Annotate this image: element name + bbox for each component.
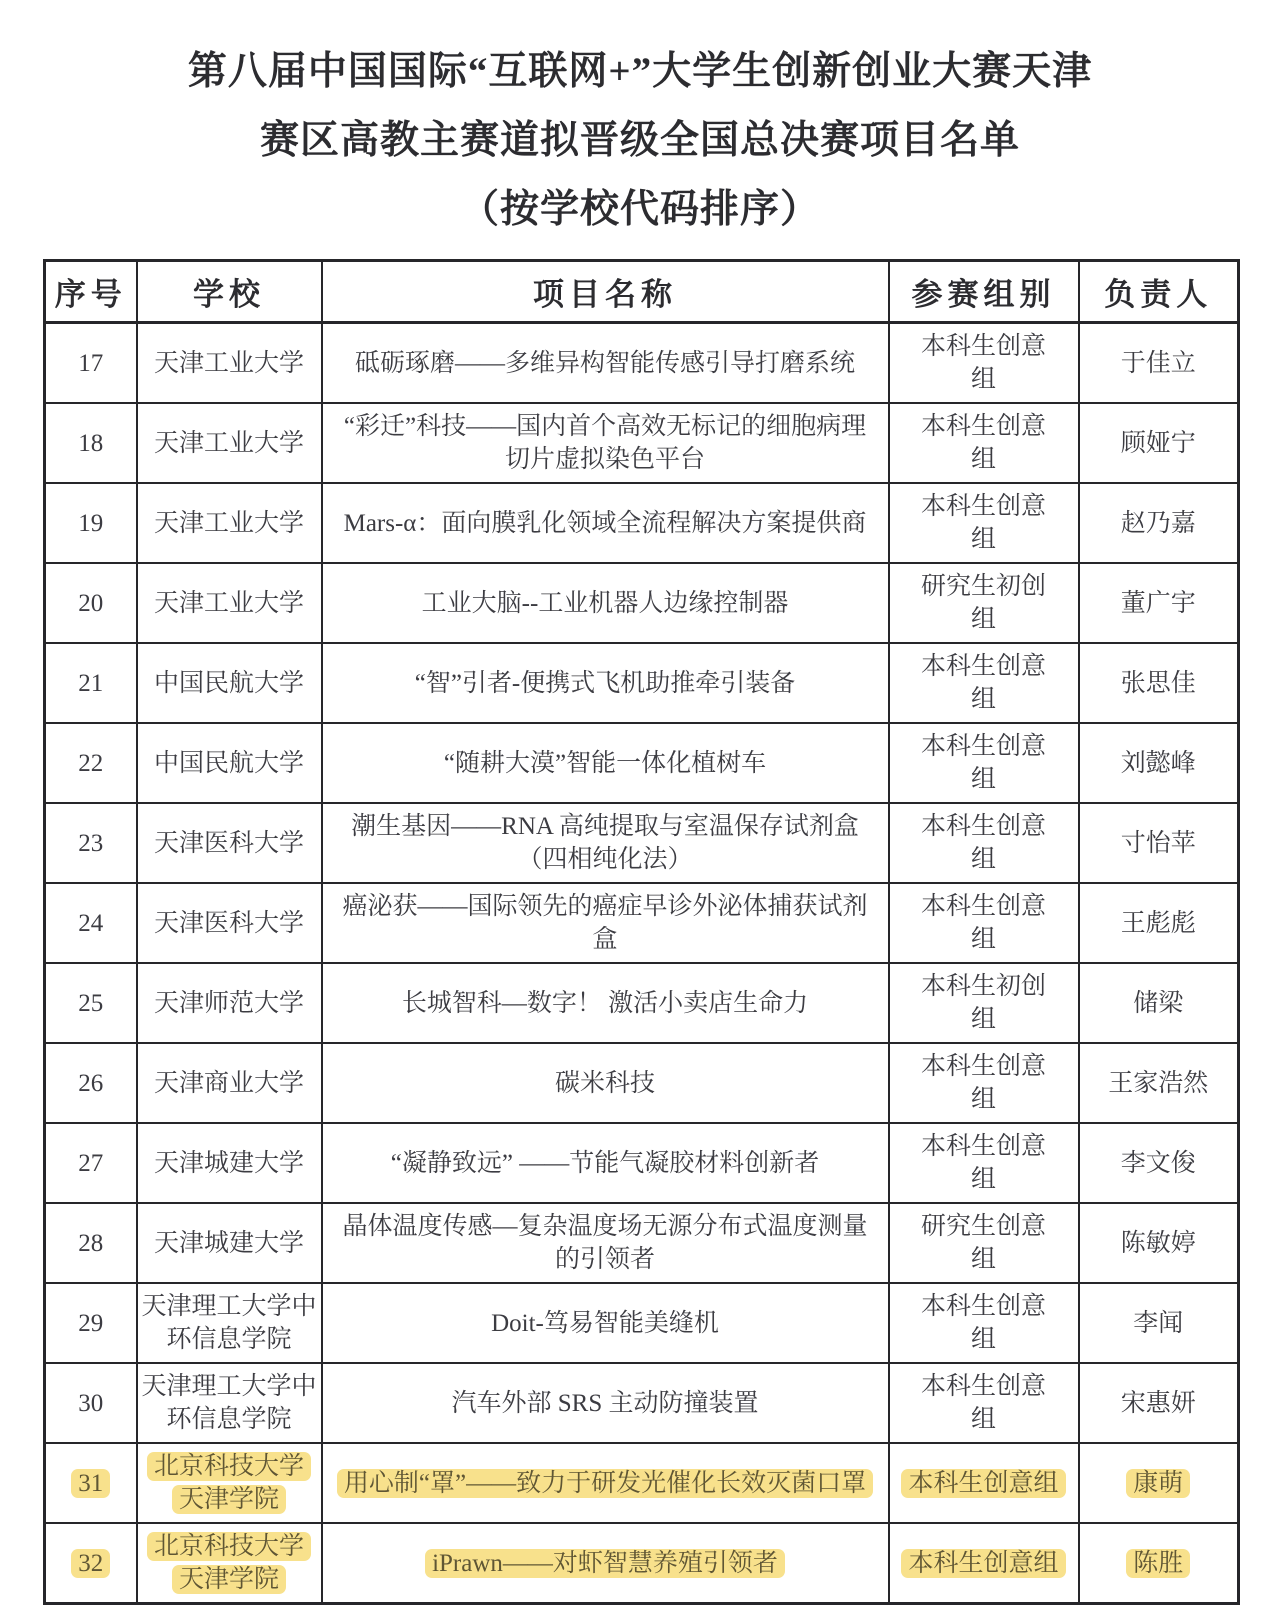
project-cell-text: Doit-笃易智能美缝机 [491, 1309, 719, 1337]
group-cell [889, 403, 1079, 483]
school-cell-text: 天津理工大学中环信息学院 [141, 1373, 317, 1433]
table-row [45, 1523, 1239, 1604]
leader-cell-text: 张思佳 [1120, 669, 1196, 697]
group-cell-text: 本科生创意组 [920, 413, 1046, 473]
school-cell-text: 天津师范大学 [153, 989, 304, 1017]
school-cell-text: 天津商业大学 [153, 1069, 304, 1097]
leader-cell [1079, 643, 1239, 723]
school-cell-text: 天津工业大学 [153, 349, 304, 377]
group-cell [889, 483, 1079, 563]
project-cell-text: 晶体温度传感—复杂温度场无源分布式温度测量的引领者 [342, 1213, 868, 1273]
row-number-cell-text: 26 [78, 1069, 104, 1097]
table-row [45, 1203, 1239, 1283]
group-cell [889, 1123, 1079, 1203]
school-cell [137, 1363, 322, 1443]
group-cell-text: 本科生初创组 [920, 973, 1046, 1033]
group-cell-text: 研究生初创组 [920, 573, 1046, 633]
title-line-3: （按学校代码排序） [459, 188, 820, 231]
group-cell-text: 本科生创意组 [920, 733, 1046, 793]
group-cell-text: 本科生创意组 [920, 813, 1046, 873]
school-cell [137, 483, 322, 563]
school-cell-text: 天津城建大学 [153, 1149, 304, 1177]
school-cell [137, 403, 322, 483]
row-number-cell-text: 28 [78, 1229, 104, 1257]
leader-cell-text: 宋惠妍 [1120, 1389, 1196, 1417]
project-cell [322, 1043, 889, 1123]
school-cell-text: 中国民航大学 [153, 669, 304, 697]
project-cell-text: “凝静致远” ——节能气凝胶材料创新者 [390, 1149, 820, 1177]
row-number-cell [45, 1363, 137, 1443]
row-number-cell-text: 20 [78, 589, 104, 617]
project-cell [322, 1123, 889, 1203]
header-no: 序号 [45, 261, 137, 323]
table-row [45, 403, 1239, 483]
project-cell [322, 1283, 889, 1363]
school-cell-text: 天津城建大学 [153, 1229, 304, 1257]
row-number-cell [45, 483, 137, 563]
row-number-cell-text: 22 [78, 749, 104, 777]
school-cell [137, 1123, 322, 1203]
school-cell [137, 1523, 322, 1604]
school-cell-text: 天津医科大学 [153, 909, 304, 937]
table-row [45, 1123, 1239, 1203]
project-cell [322, 323, 889, 404]
project-cell [322, 1523, 889, 1604]
document-title [0, 52, 1280, 229]
row-number-cell [45, 723, 137, 803]
school-cell [137, 323, 322, 404]
row-number-cell-text: 21 [78, 669, 104, 697]
leader-cell-text: 寸怡苹 [1120, 829, 1196, 857]
row-number-cell-text: 29 [78, 1309, 104, 1337]
row-number-cell [45, 403, 137, 483]
school-cell-text: 天津工业大学 [153, 509, 304, 537]
table-row [45, 563, 1239, 643]
table-row [45, 1443, 1239, 1523]
school-cell [137, 803, 322, 883]
project-cell-text: 癌泌获——国际领先的癌症早诊外泌体捕获试剂盒 [342, 893, 868, 953]
leader-cell-text: 刘懿峰 [1120, 749, 1196, 777]
project-cell [322, 1203, 889, 1283]
group-cell [889, 803, 1079, 883]
leader-cell [1079, 1283, 1239, 1363]
projects-table [43, 259, 1240, 1605]
leader-cell-text: 储梁 [1133, 989, 1184, 1017]
leader-cell [1079, 1523, 1239, 1604]
leader-cell [1079, 1203, 1239, 1283]
school-cell [137, 1283, 322, 1363]
header-leader: 负责人 [1079, 261, 1239, 323]
project-cell [322, 803, 889, 883]
row-number-cell-text: 19 [78, 509, 104, 537]
leader-cell-text: 董广宇 [1120, 589, 1196, 617]
table-row [45, 323, 1239, 404]
row-number-cell [45, 1203, 137, 1283]
project-cell-text: “智”引者-便携式飞机助推牵引装备 [414, 669, 796, 697]
row-number-cell-text: 17 [78, 349, 104, 377]
project-cell [322, 563, 889, 643]
school-cell [137, 1043, 322, 1123]
header-project: 项目名称 [322, 261, 889, 323]
table-row [45, 803, 1239, 883]
row-number-cell [45, 323, 137, 404]
group-cell [889, 1523, 1079, 1604]
table-row [45, 963, 1239, 1043]
row-number-cell [45, 1443, 137, 1523]
leader-cell-text: 康萌 [1126, 1469, 1190, 1498]
row-number-cell-text: 31 [71, 1469, 110, 1498]
group-cell-text: 本科生创意组 [920, 893, 1046, 953]
group-cell-text: 研究生创意组 [920, 1213, 1046, 1273]
group-cell-text: 本科生创意组 [920, 333, 1046, 393]
leader-cell [1079, 883, 1239, 963]
project-cell-text: Mars-α：面向膜乳化领域全流程解决方案提供商 [343, 509, 867, 537]
group-cell [889, 563, 1079, 643]
group-cell-text: 本科生创意组 [920, 1053, 1046, 1113]
row-number-cell-text: 30 [78, 1389, 104, 1417]
project-cell-text: 汽车外部 SRS 主动防撞装置 [451, 1389, 759, 1417]
table-row [45, 883, 1239, 963]
group-cell [889, 1443, 1079, 1523]
group-cell-text: 本科生创意组 [920, 653, 1046, 713]
leader-cell-text: 王彪彪 [1120, 909, 1196, 937]
leader-cell-text: 于佳立 [1120, 349, 1196, 377]
group-cell-text: 本科生创意组 [920, 1373, 1046, 1433]
table-row [45, 723, 1239, 803]
leader-cell [1079, 403, 1239, 483]
leader-cell [1079, 1443, 1239, 1523]
project-cell-text: 长城智科—数字！ 激活小卖店生命力 [401, 989, 809, 1017]
school-cell-text: 北京科技大学天津学院 [147, 1532, 311, 1594]
group-cell [889, 723, 1079, 803]
school-cell-text: 天津工业大学 [153, 589, 304, 617]
project-cell-text: iPrawn——对虾智慧养殖引领者 [425, 1549, 785, 1578]
group-cell-text: 本科生创意组 [901, 1469, 1065, 1498]
row-number-cell [45, 963, 137, 1043]
project-cell [322, 963, 889, 1043]
leader-cell-text: 顾娅宁 [1120, 429, 1196, 457]
table-row [45, 643, 1239, 723]
leader-cell [1079, 723, 1239, 803]
group-cell-text: 本科生创意组 [920, 1293, 1046, 1353]
project-cell-text: 工业大脑--工业机器人边缘控制器 [421, 589, 789, 617]
project-cell-text: 潮生基因——RNA 高纯提取与室温保存试剂盒（四相纯化法） [351, 813, 859, 873]
project-cell-text: 砥砺琢磨——多维异构智能传感引导打磨系统 [354, 349, 855, 377]
group-cell-text: 本科生创意组 [920, 1133, 1046, 1193]
school-cell-text: 天津医科大学 [153, 829, 304, 857]
project-cell [322, 643, 889, 723]
row-number-cell-text: 27 [78, 1149, 104, 1177]
row-number-cell-text: 18 [78, 429, 104, 457]
leader-cell [1079, 1043, 1239, 1123]
row-number-cell [45, 1523, 137, 1604]
group-cell-text: 本科生创意组 [901, 1549, 1065, 1578]
group-cell [889, 1283, 1079, 1363]
header-school: 学校 [137, 261, 322, 323]
header-row [45, 261, 1239, 323]
group-cell-text: 本科生创意组 [920, 493, 1046, 553]
table-row [45, 483, 1239, 563]
group-cell [889, 323, 1079, 404]
row-number-cell-text: 32 [71, 1549, 110, 1578]
leader-cell-text: 陈敏婷 [1120, 1229, 1196, 1257]
table-row [45, 1283, 1239, 1363]
school-cell-text: 天津工业大学 [153, 429, 304, 457]
school-cell [137, 643, 322, 723]
group-cell [889, 1363, 1079, 1443]
school-cell [137, 963, 322, 1043]
school-cell [137, 1203, 322, 1283]
leader-cell-text: 李文俊 [1120, 1149, 1196, 1177]
leader-cell [1079, 1123, 1239, 1203]
title-line-2: 赛区高教主赛道拟晋级全国总决赛项目名单 [259, 119, 1020, 162]
project-cell [322, 1363, 889, 1443]
project-cell [322, 723, 889, 803]
project-cell-text: 用心制“罩”——致力于研发光催化长效灭菌口罩 [337, 1469, 873, 1498]
leader-cell-text: 赵乃嘉 [1120, 509, 1196, 537]
group-cell [889, 963, 1079, 1043]
project-cell [322, 403, 889, 483]
school-cell-text: 北京科技大学天津学院 [147, 1452, 311, 1514]
row-number-cell [45, 883, 137, 963]
school-cell-text: 中国民航大学 [153, 749, 304, 777]
row-number-cell [45, 803, 137, 883]
project-cell [322, 883, 889, 963]
row-number-cell-text: 23 [78, 829, 104, 857]
title-line-1: 第八届中国国际“互联网+”大学生创新创业大赛天津 [187, 50, 1093, 93]
school-cell [137, 1443, 322, 1523]
table-row [45, 1363, 1239, 1443]
header-group: 参赛组别 [889, 261, 1079, 323]
leader-cell [1079, 963, 1239, 1043]
group-cell [889, 883, 1079, 963]
leader-cell [1079, 1363, 1239, 1443]
leader-cell [1079, 323, 1239, 404]
row-number-cell [45, 643, 137, 723]
school-cell-text: 天津理工大学中环信息学院 [141, 1293, 317, 1353]
school-cell [137, 563, 322, 643]
group-cell [889, 1203, 1079, 1283]
leader-cell-text: 陈胜 [1126, 1549, 1190, 1578]
group-cell [889, 1043, 1079, 1123]
row-number-cell [45, 1123, 137, 1203]
group-cell [889, 643, 1079, 723]
leader-cell [1079, 803, 1239, 883]
row-number-cell [45, 1043, 137, 1123]
row-number-cell [45, 1283, 137, 1363]
leader-cell [1079, 483, 1239, 563]
school-cell [137, 723, 322, 803]
row-number-cell-text: 24 [78, 909, 104, 937]
leader-cell [1079, 563, 1239, 643]
project-cell [322, 1443, 889, 1523]
project-cell [322, 483, 889, 563]
project-cell-text: “彩迁”科技——国内首个高效无标记的细胞病理切片虚拟染色平台 [343, 413, 867, 473]
row-number-cell [45, 563, 137, 643]
project-cell-text: 碳米科技 [554, 1069, 655, 1097]
school-cell [137, 883, 322, 963]
leader-cell-text: 李闻 [1133, 1309, 1184, 1337]
leader-cell-text: 王家浩然 [1108, 1069, 1209, 1097]
project-cell-text: “随耕大漠”智能一体化植树车 [443, 749, 767, 777]
table-row [45, 1043, 1239, 1123]
row-number-cell-text: 25 [78, 989, 104, 1017]
